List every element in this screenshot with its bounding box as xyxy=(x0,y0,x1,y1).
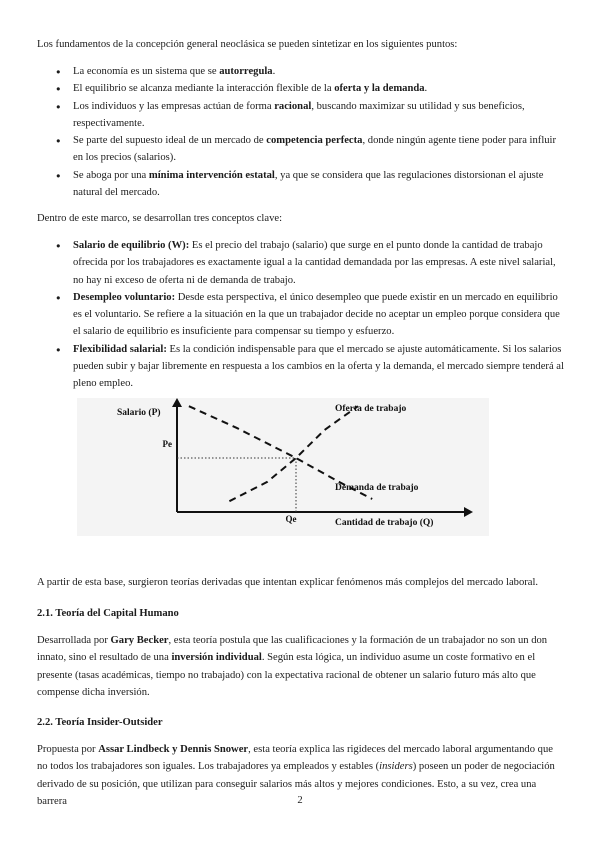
derived-paragraph: A partir de esta base, surgieron teorías derivadas que intentan explicar fenómenos más complejos del mercado laboral. xyxy=(37,577,539,588)
chart-svg xyxy=(77,398,489,536)
y-axis-arrow xyxy=(172,398,182,407)
list-item: ● Flexibilidad salarial: Es la condición indispensable para que el mercado se ajuste automáticamente. Si los salarios pueden subir y bajar libremente en respuesta a los cambios en la oferta y la demanda, el mercado siempre tenderá al pleno empleo. xyxy=(37,341,565,393)
list-item: ● Desempleo voluntario: Desde esta perspectiva, el único desempleo que puede existir en un mercado en equilibrio es el voluntario. Se refiere a la situación en la que un trabajador decide no aceptar un empleo porque considera que el salario de equilibrio es insuficiente para compensar su tiempo y esfuerzo. xyxy=(37,289,565,341)
list-item: ● Se aboga por una mínima intervención estatal, ya que se considera que las regulaciones distorsionan el ajuste natural del mercado. xyxy=(37,167,565,202)
list-item: ● El equilibrio se alcanza mediante la interacción flexible de la oferta y la demanda. xyxy=(37,80,565,97)
y-axis-label: Salario (P) xyxy=(117,408,161,418)
equilibrium-price-label: Pe xyxy=(162,439,172,449)
intro-paragraph: Los fundamentos de la concepción general neoclásica se pueden sintetizar en los siguientes puntos: xyxy=(37,39,458,50)
page-number: 2 xyxy=(297,795,303,806)
demand-curve-label: Demanda de trabajo xyxy=(335,483,419,493)
section-heading-insider-outsider: 2.2. Teoría Insider-Outsider xyxy=(37,717,163,728)
list-item: ● Los individuos y las empresas actúan de forma racional, buscando maximizar su utilidad y sus beneficios, respectivamente. xyxy=(37,98,565,133)
section-heading-capital-humano: 2.1. Teoría del Capital Humano xyxy=(37,608,179,619)
equilibrium-quantity-label: Qe xyxy=(285,514,297,524)
x-axis-arrow xyxy=(464,507,473,517)
concepts-list xyxy=(37,237,565,393)
section-capital-humano-text: Desarrollada por Gary Becker, esta teoría postula que las cualificaciones y la formación de un trabajador no son un don innato, sino el resultado de una inversión individual. Según esta lógica, un individuo asume un coste formativo en el presente (tasas académicas, tiempo no trabajado) con la expectativa racional de obtener un salario futuro más alto que compense dicha inversión. xyxy=(37,635,548,698)
concepts-intro: Dentro de este marco, se desarrollan tres conceptos clave: xyxy=(37,213,283,224)
list-item: ● Salario de equilibrio (W): Es el precio del trabajo (salario) que surge en el punto donde la cantidad de trabajo ofrecida por los trabajadores es exactamente igual a la cantidad demandada por las empresas. A este nivel salarial, no hay ni exceso de oferta ni de demanda de trabajo. xyxy=(37,237,565,289)
labor-market-chart xyxy=(77,398,489,536)
x-axis-label: Cantidad de trabajo (Q) xyxy=(335,518,434,528)
section-insider-outsider-text: Propuesta por Assar Lindbeck y Dennis Snower, esta teoría explica las rigideces del mercado laboral argumentando que no todos los trabajadores son iguales. Los trabajadores ya empleados y estables (insiders) poseen un poder de negociación derivado de su posición, que utilizan para conseguir salarios más altos y mejores condiciones. Esto, a su vez, crea una barrera xyxy=(37,744,555,807)
principles-list xyxy=(37,63,565,201)
supply-curve-label: Oferta de trabajo xyxy=(335,404,407,414)
list-item: ● La economía es un sistema que se autorregula. xyxy=(37,63,565,80)
list-item: ● Se parte del supuesto ideal de un mercado de competencia perfecta, donde ningún agente tiene poder para influir en los precios (salarios). xyxy=(37,132,565,167)
